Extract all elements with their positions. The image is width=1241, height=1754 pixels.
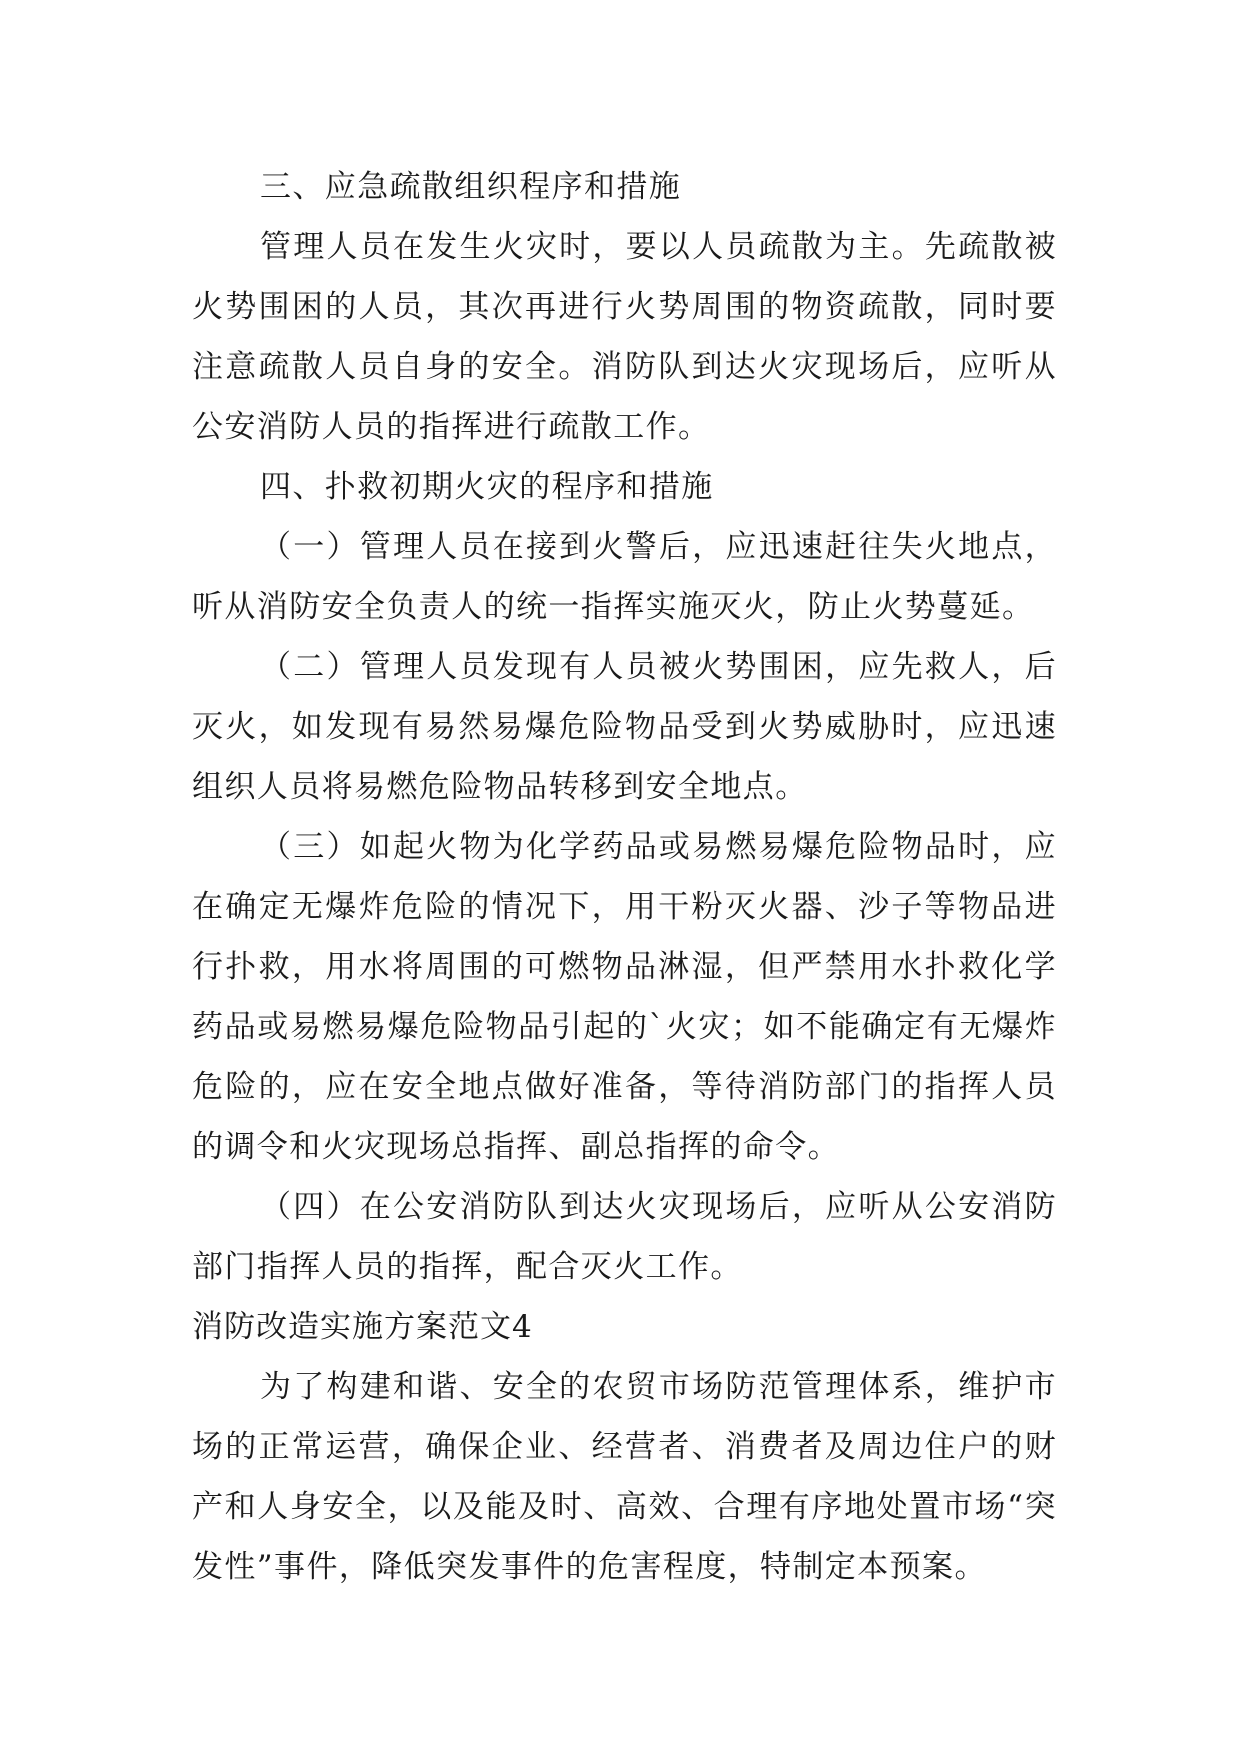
section-4-item-4: （四）在公安消防队到达火灾现场后，应听从公安消防部门指挥人员的指挥，配合灭火工作。 <box>192 1189 1057 1285</box>
section-4-item-1: （一）管理人员在接到火警后，应迅速赶往失火地点，听从消防安全负责人的统一指挥实施灭火，防止火势蔓延。 <box>192 529 1057 625</box>
section-4-item-3: （三）如起火物为化学药品或易燃易爆危险物品时，应在确定无爆炸危险的情况下，用干粉灭火器、沙子等物品进行扑救，用水将周围的可燃物品淋湿，但严禁用水扑救化学药品或易燃易爆危险物品引起的`火灾；如不能确定有无爆炸危险的，应在安全地点做好准备，等待消防部门的指挥人员的调令和火灾现场总指挥、副总指挥的命令。 <box>192 829 1057 1165</box>
section-4-item-2: （二）管理人员发现有人员被火势围困，应先救人，后灭火，如发现有易然易爆危险物品受到火势威胁时，应迅速组织人员将易燃危险物品转移到安全地点。 <box>192 649 1057 805</box>
article-title: 消防改造实施方案范文4 <box>192 1309 533 1345</box>
article-intro-paragraph: 为了构建和谐、安全的农贸市场防范管理体系，维护市场的正常运营，确保企业、经营者、消费者及周边住户的财产和人身安全，以及能及时、高效、合理有序地处置市场“突发性”事件，降低突发事件的危害程度，特制定本预案。 <box>192 1369 1057 1585</box>
section-4-heading: 四、扑救初期火灾的程序和措施 <box>260 469 714 505</box>
section-3-heading: 三、应急疏散组织程序和措施 <box>260 169 682 205</box>
section-3-paragraph: 管理人员在发生火灾时，要以人员疏散为主。先疏散被火势围困的人员，其次再进行火势周围的物资疏散，同时要注意疏散人员自身的安全。消防队到达火灾现场后，应听从公安消防人员的指挥进行疏散工作。 <box>192 229 1057 445</box>
